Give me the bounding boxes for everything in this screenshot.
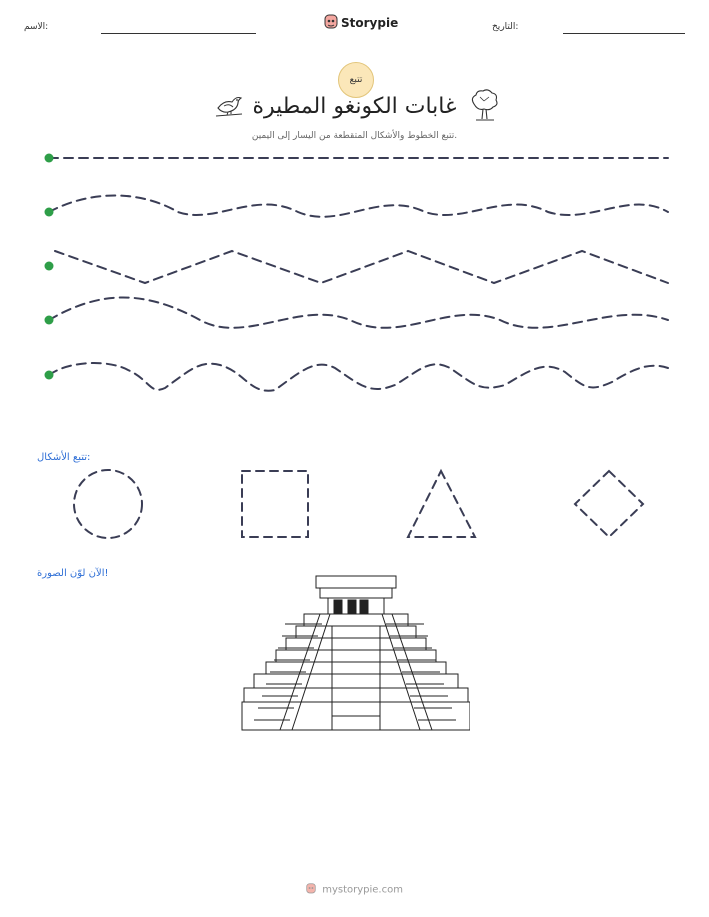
footer-logo-icon xyxy=(306,882,316,897)
brand-name: Storypie xyxy=(341,16,399,30)
badge-text: تتبع xyxy=(349,75,363,85)
date-label: التاريخ: xyxy=(492,22,519,32)
instructions: تتبع الخطوط والأشكال المتقطعة من اليسار إلى اليمين. xyxy=(251,131,458,141)
tree-icon xyxy=(468,88,500,126)
trace-diamond xyxy=(575,471,643,537)
trace-line-wave-3 xyxy=(49,363,668,391)
name-line[interactable] xyxy=(101,33,256,34)
page-title: غابات الكونغو المطيرة xyxy=(252,94,457,119)
start-dot-5 xyxy=(45,371,54,380)
start-dot-2 xyxy=(45,208,54,217)
start-dot-3 xyxy=(45,262,54,271)
trace-triangle xyxy=(408,471,475,537)
footer xyxy=(0,882,709,897)
name-label: الاسم: xyxy=(24,22,49,32)
trace-line-wave-2 xyxy=(49,298,668,328)
tracing-shapes[interactable] xyxy=(0,460,709,550)
trace-circle xyxy=(74,470,142,538)
date-line[interactable] xyxy=(563,33,685,34)
start-dot-4 xyxy=(45,316,54,325)
footer-url[interactable]: mystorypie.com xyxy=(322,884,403,896)
tracing-lines[interactable] xyxy=(0,140,709,400)
shapes-section-label: تتبع الأشكال: xyxy=(37,452,91,463)
start-dot-1 xyxy=(45,154,54,163)
trace-badge xyxy=(338,62,374,98)
trace-line-zigzag xyxy=(55,251,668,283)
storypie-logo-icon xyxy=(324,13,338,33)
brand-logo xyxy=(324,13,398,33)
color-section-label: الآن لوّن الصورة! xyxy=(37,568,109,579)
pyramid-illustration[interactable] xyxy=(240,574,470,734)
trace-line-wave-1 xyxy=(49,196,668,217)
bird-icon xyxy=(214,90,244,124)
trace-square xyxy=(242,471,308,537)
